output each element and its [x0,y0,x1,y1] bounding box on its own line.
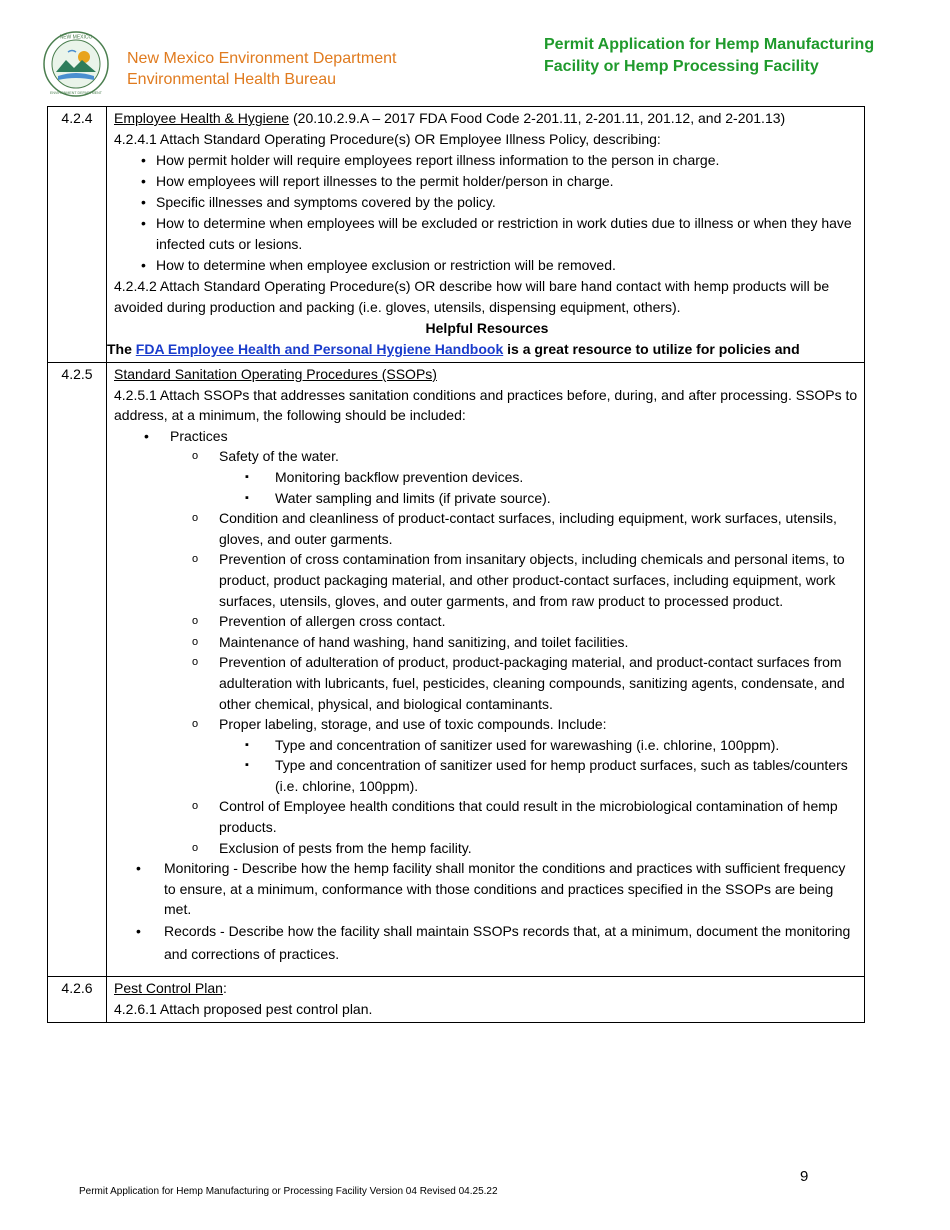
section-number: 4.2.5 [48,363,107,977]
helpful-resources-heading: Helpful Resources [425,320,549,336]
list-item: • Records - Describe how the facility shall maintain SSOPs records that, at a minimum, document the monitoring and corrections of practices. [114,920,860,966]
list-item: • How to determine when employees will be excluded or restriction in work duties due to illness or when they have infected cuts or lesions. [114,213,860,255]
page-number: 9 [800,1168,809,1185]
list-item: • How permit holder will require employees report illness information to the person in charge. [114,150,860,171]
list-item: • Monitoring - Describe how the hemp facility shall monitor the conditions and practices with sufficient frequency to ensure, at a minimum, conformance with those conditions and practices specified in the SSOPs are being met. [114,858,860,920]
svg-text:NEW MEXICO: NEW MEXICO [59,34,93,41]
section-reference: (20.10.2.9.A – 2017 FDA Food Code 2-201.11, 2-201.11, 201.12, and 2-201.13) [289,110,786,126]
page-header [0,0,950,100]
document-title-line-1: Permit Application for Hemp Manufacturing [544,36,875,53]
list-item: o Control of Employee health conditions that could result in the microbiological contamination of hemp products. [114,796,860,837]
bullet-list [114,150,860,276]
fda-handbook-link[interactable]: FDA Employee Health and Personal Hygiene Handbook [135,341,504,357]
page-footer: Permit Application for Hemp Manufacturing or Processing Facility Version 04 Revised 04.25.22 [79,1186,498,1197]
document-title [544,34,874,78]
list-item: • How to determine when employee exclusion or restriction will be removed. [114,255,860,276]
paragraph: 4.2.4.1 Attach Standard Operating Procedure(s) OR Employee Illness Policy, describing: [114,131,661,147]
document-title-line-2: Facility or Hemp Processing Facility [544,58,819,75]
list-item: o Maintenance of hand washing, hand sanitizing, and toilet facilities. [114,632,860,653]
svg-text:ENVIRONMENT DEPARTMENT: ENVIRONMENT DEPARTMENT [50,91,102,95]
list-item: ▪ Type and concentration of sanitizer used for warewashing (i.e. chlorine, 100ppm). [114,735,860,756]
section-row-4-2-6 [48,977,865,1023]
list-item: ▪ Type and concentration of sanitizer used for hemp product surfaces, such as tables/counters (i.e. chlorine, 100ppm). [114,755,860,796]
department-name [127,48,396,90]
resource-text-prefix: The [107,341,136,357]
nmed-logo-icon [42,30,110,98]
section-title: Standard Sanitation Operating Procedures (SSOPs) [114,366,437,382]
ssop-list [114,426,860,966]
section-body [107,977,865,1023]
list-item: • Specific illnesses and symptoms covered by the policy. [114,192,860,213]
paragraph: 4.2.5.1 Attach SSOPs that addresses sanitation conditions and practices before, during, and after processing. SSOPs to address, at a minimum, the following should be included: [114,386,858,424]
list-item: o Condition and cleanliness of product-contact surfaces, including equipment, work surfaces, utensils, gloves, and outer garments. [114,508,860,549]
section-heading [114,108,860,129]
helpful-resource-line [107,339,864,360]
paragraph: 4.2.4.2 Attach Standard Operating Procedure(s) OR describe how will bare hand contact with hemp products will be avoided during production and packing (i.e. gloves, utensils, dispensing equipment, others). [114,278,830,315]
list-item: ▪ Water sampling and limits (if private source). [114,488,860,509]
list-item: o Prevention of allergen cross contact. [114,611,860,632]
list-item: o Safety of the water. [114,446,860,467]
section-heading [114,978,860,999]
section-row-4-2-4 [48,107,865,363]
department-line-2: Environmental Health Bureau [127,71,337,88]
section-body [107,107,865,363]
list-item: ▪ Monitoring backflow prevention devices. [114,467,860,488]
requirements-table [47,106,865,1023]
list-item: • Practices [114,426,860,447]
list-item: • How employees will report illnesses to the permit holder/person in charge. [114,171,860,192]
section-body [107,363,865,977]
list-item: o Exclusion of pests from the hemp facility. [114,838,860,859]
list-item: o Prevention of adulteration of product, product-packaging material, and product-contact surfaces from adulteration with lubricants, fuel, pesticides, cleaning compounds, sanitizing agents, condensate, and other chemical, physical, and biological contaminants. [114,652,860,714]
department-line-1: New Mexico Environment Department [127,50,397,67]
section-heading [114,364,860,385]
resource-text-suffix: is a great resource to utilize for policies and [503,341,800,357]
list-item: o Prevention of cross contamination from insanitary objects, including chemicals and personal items, to product, product packaging material, and other product-contact surfaces, including equipment, work surfaces, utensils, gloves, and outer garments, and from raw product to processed product. [114,549,860,611]
section-number: 4.2.4 [48,107,107,363]
section-number: 4.2.6 [48,977,107,1023]
section-title: Employee Health & Hygiene [114,110,290,126]
section-row-4-2-5 [48,363,865,977]
list-item: o Proper labeling, storage, and use of toxic compounds. Include: [114,714,860,735]
section-title-colon: : [222,980,227,997]
paragraph: 4.2.6.1 Attach proposed pest control plan. [114,1001,373,1018]
section-title: Pest Control Plan [114,980,223,997]
